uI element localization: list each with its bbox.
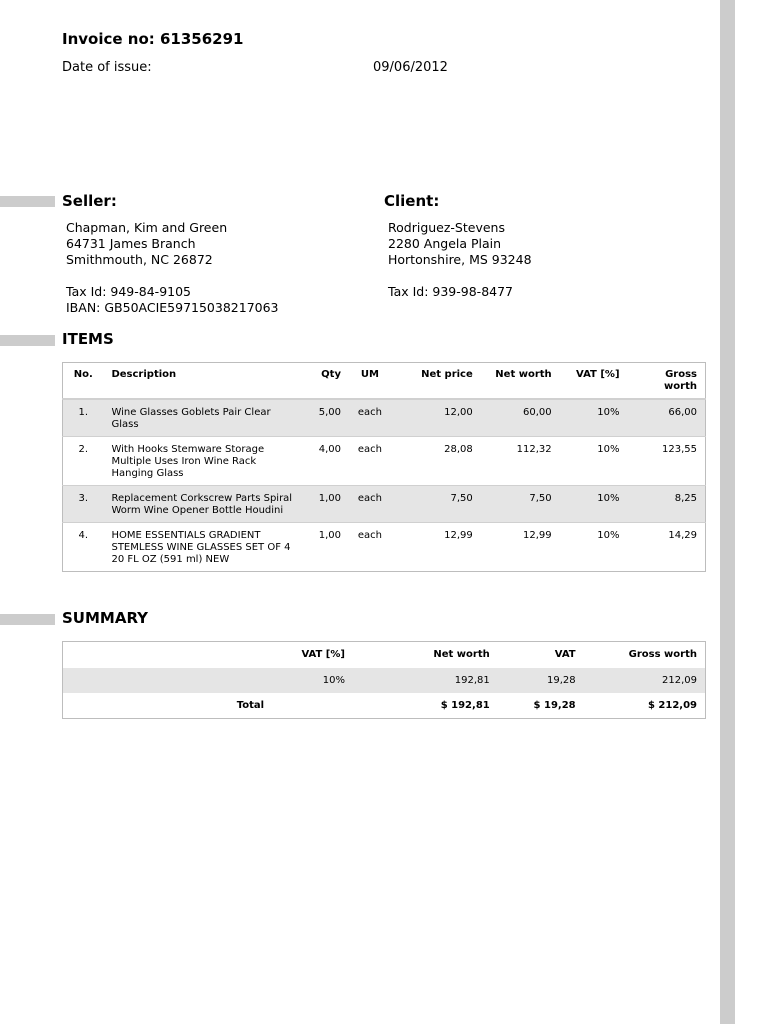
item-gross-worth: 14,29 [668, 530, 697, 541]
item-qty: 1,00 [301, 486, 349, 523]
column-header-um: UM [349, 363, 391, 400]
item-no: 2. [63, 437, 104, 486]
item-vat: 10% [560, 486, 628, 523]
seller-line: Tax Id: 949-84-9105 [66, 284, 191, 299]
column-header-qty: Qty [301, 363, 349, 400]
seller-line [66, 268, 279, 284]
seller-heading: Seller: [62, 192, 117, 210]
table-row [63, 437, 706, 486]
summary-column-vat-rate: VAT [%] [301, 649, 345, 660]
item-net-price: 7,50 [391, 486, 481, 523]
item-net-worth: 7,50 [481, 486, 560, 523]
summary-total-spacer [272, 693, 353, 719]
client-heading: Client: [384, 192, 440, 210]
table-row [63, 486, 706, 523]
column-header-vat: VAT [%] [560, 363, 628, 400]
client-address [388, 220, 532, 300]
seller-line: IBAN: GB50ACIE59715038217063 [66, 300, 279, 315]
summary-vat-rate: 10% [322, 675, 345, 686]
summary-row-spacer [63, 668, 273, 693]
seller-accent-bar [0, 196, 55, 207]
item-net-worth: 60,00 [481, 399, 560, 437]
items-header-row [63, 363, 706, 400]
summary-table [62, 641, 706, 719]
summary-column-vat: VAT [554, 649, 576, 660]
items-heading: ITEMS [62, 330, 114, 348]
item-um: each [349, 437, 391, 486]
summary-gross-worth: 212,09 [662, 675, 697, 686]
item-vat: 10% [560, 437, 628, 486]
item-um: each [357, 530, 383, 541]
seller-line: 64731 James Branch [66, 236, 196, 251]
item-net-price: 12,00 [391, 399, 481, 437]
client-line [388, 268, 532, 284]
item-no: 3. [63, 486, 104, 523]
item-gross-worth: 66,00 [628, 399, 706, 437]
summary-accent-bar [0, 614, 55, 625]
item-vat: 10% [597, 530, 620, 541]
item-qty: 1,00 [318, 530, 341, 541]
summary-header-spacer [63, 642, 273, 669]
summary-net-worth: 192,81 [454, 675, 490, 686]
item-description: Wine Glasses Goblets Pair Clear Glass [103, 399, 301, 437]
date-of-issue-value: 09/06/2012 [373, 60, 448, 75]
item-net-worth: 12,99 [523, 530, 552, 541]
column-header-description: Description [103, 363, 301, 400]
seller-line: Chapman, Kim and Green [66, 220, 228, 235]
summary-total-vat: $ 19,28 [533, 700, 576, 711]
summary-total-label: Total [236, 700, 265, 711]
summary-column-gross-worth: Gross worth [628, 649, 697, 660]
summary-heading: SUMMARY [62, 609, 149, 627]
table-row [63, 523, 706, 572]
item-no: 4. [78, 530, 88, 541]
client-line: Tax Id: 939-98-8477 [388, 284, 513, 299]
item-vat: 10% [560, 399, 628, 437]
item-um: each [349, 486, 391, 523]
item-description: HOME ESSENTIALS GRADIENT STEMLESS WINE GLASSES SET OF 4 20 FL OZ (591 ml) NEW [111, 530, 291, 565]
column-header-net-price: Net price [391, 363, 481, 400]
summary-header-row [63, 642, 706, 669]
summary-total-net-worth: $ 192,81 [440, 700, 490, 711]
item-qty: 5,00 [301, 399, 349, 437]
summary-total-gross-worth: $ 212,09 [647, 700, 697, 711]
page-scrollbar[interactable] [720, 0, 735, 1024]
item-gross-worth: 123,55 [628, 437, 706, 486]
seller-line: Smithmouth, NC 26872 [66, 252, 213, 267]
item-gross-worth: 8,25 [628, 486, 706, 523]
client-line: 2280 Angela Plain [388, 236, 502, 251]
table-row [63, 399, 706, 437]
summary-row [63, 668, 706, 693]
item-net-price: 28,08 [391, 437, 481, 486]
item-description: With Hooks Stemware Storage Multiple Uses Iron Wine Rack Hanging Glass [103, 437, 301, 486]
items-table [62, 362, 706, 572]
client-line: Rodriguez-Stevens [388, 220, 505, 235]
date-of-issue-label: Date of issue: [62, 60, 152, 75]
items-accent-bar [0, 335, 55, 346]
column-header-no: No. [63, 363, 104, 400]
seller-address [66, 220, 279, 316]
summary-vat: 19,28 [546, 675, 576, 686]
column-header-net-worth: Net worth [481, 363, 560, 400]
invoice-title: Invoice no: 61356291 [62, 30, 244, 48]
item-no: 1. [63, 399, 104, 437]
summary-column-net-worth: Net worth [433, 649, 490, 660]
item-qty: 4,00 [301, 437, 349, 486]
column-header-gross-worth: Gross worth [628, 363, 706, 400]
item-net-worth: 112,32 [481, 437, 560, 486]
item-net-price: 12,99 [444, 530, 473, 541]
item-um: each [349, 399, 391, 437]
client-line: Hortonshire, MS 93248 [388, 252, 532, 267]
summary-total-row [63, 693, 706, 719]
item-description: Replacement Corkscrew Parts Spiral Worm Wine Opener Bottle Houdini [103, 486, 301, 523]
